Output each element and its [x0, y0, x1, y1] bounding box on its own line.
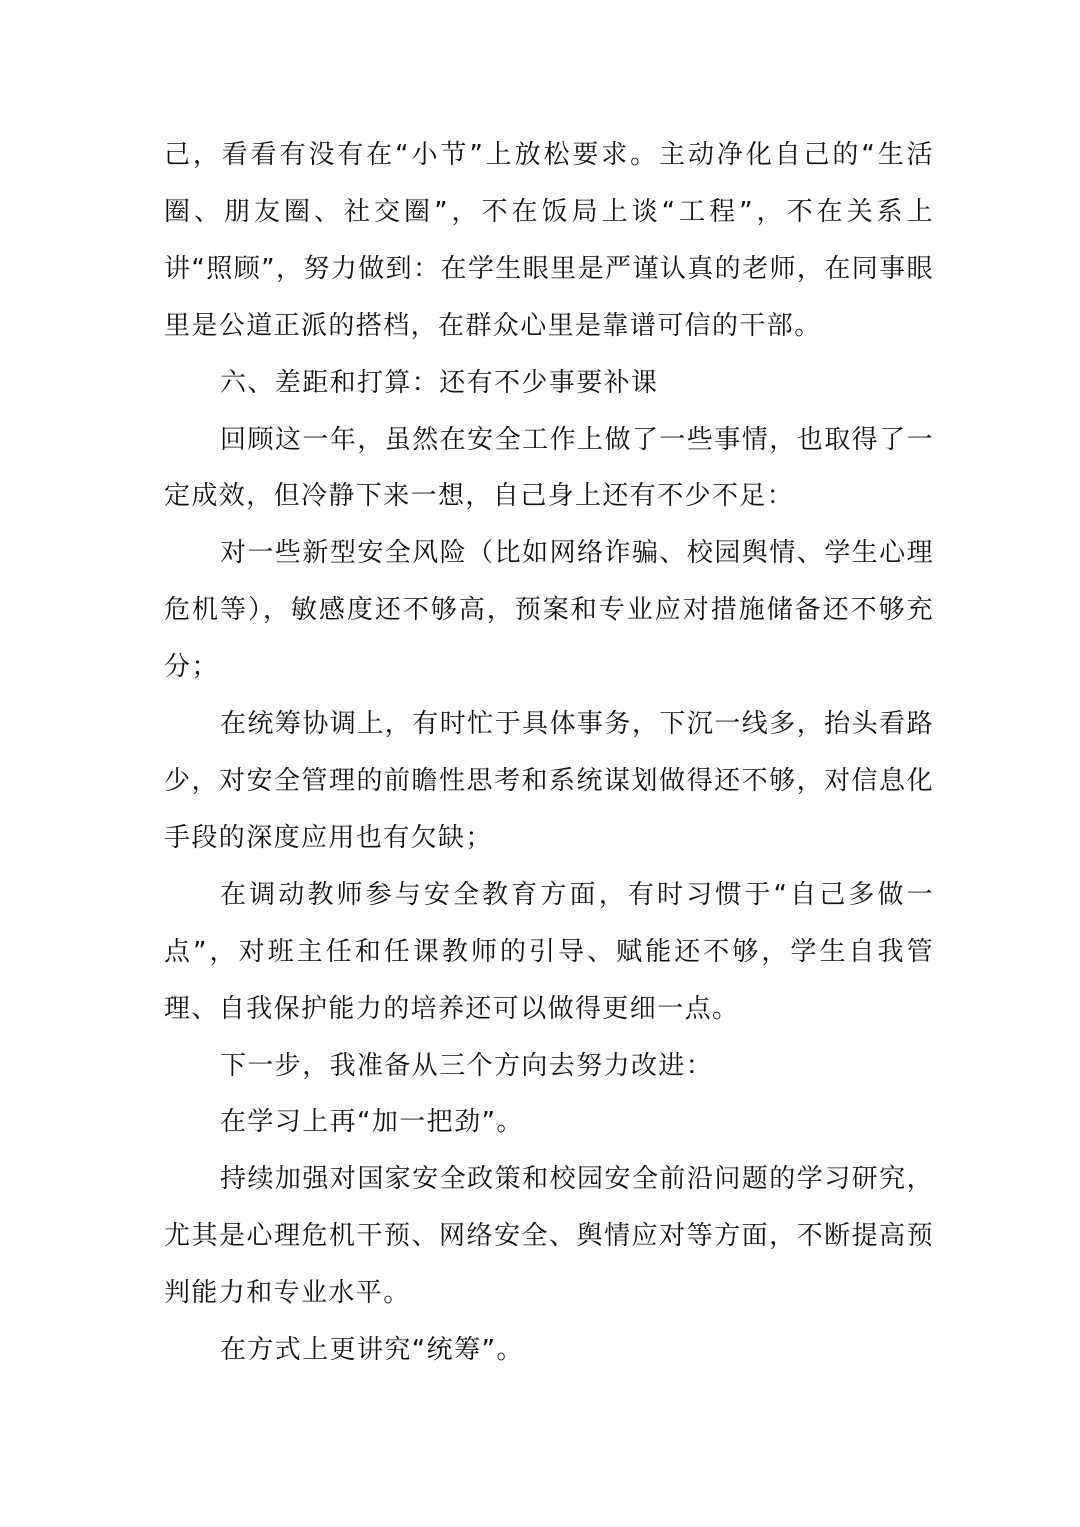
paragraph-study-detail: 持续加强对国家安全政策和校园安全前沿问题的学习研究，尤其是心理危机干预、网络安全、舆情应对等方面，不断提高预判能力和专业水平。	[164, 1164, 934, 1309]
paragraph-next-steps-intro: 下一步，我准备从三个方向去努力改进：	[220, 1050, 714, 1081]
document-body	[164, 127, 934, 1379]
section-heading-gaps-and-plans: 六、差距和打算：还有不少事要补课	[220, 367, 659, 398]
paragraph-shortcoming-teacher-engagement: 在调动教师参与安全教育方面，有时习惯于“自己多做一点”，对班主任和任课教师的引导、赋能还不够，学生自我管理、自我保护能力的培养还可以做得更细一点。	[164, 879, 934, 1024]
paragraph-self-discipline: 己，看看有没有在“小节”上放松要求。主动净化自己的“生活圈、朋友圈、社交圈”，不在饭局上谈“工程”，不在关系上讲“照顾”，努力做到：在学生眼里是严谨认真的老师，在同事眼里是公道正派的搭档，在群众心里是靠谱可信的干部。	[164, 140, 934, 341]
subheading-study: 在学习上再“加一把劲”。	[220, 1107, 524, 1138]
paragraph-year-review: 回顾这一年，虽然在安全工作上做了一些事情，也取得了一定成效，但冷静下来一想，自己身上还有不少不足：	[164, 424, 934, 512]
subheading-coordination: 在方式上更讲究“统筹”。	[220, 1335, 524, 1366]
paragraph-shortcoming-coordination: 在统筹协调上，有时忙于具体事务，下沉一线多，抬头看路少，对安全管理的前瞻性思考和系统谋划做得还不够，对信息化手段的深度应用也有欠缺；	[164, 709, 934, 853]
paragraph-shortcoming-risk-sensitivity: 对一些新型安全风险（比如网络诈骗、校园舆情、学生心理危机等），敏感度还不够高，预案和专业应对措施储备还不够充分；	[164, 538, 934, 683]
